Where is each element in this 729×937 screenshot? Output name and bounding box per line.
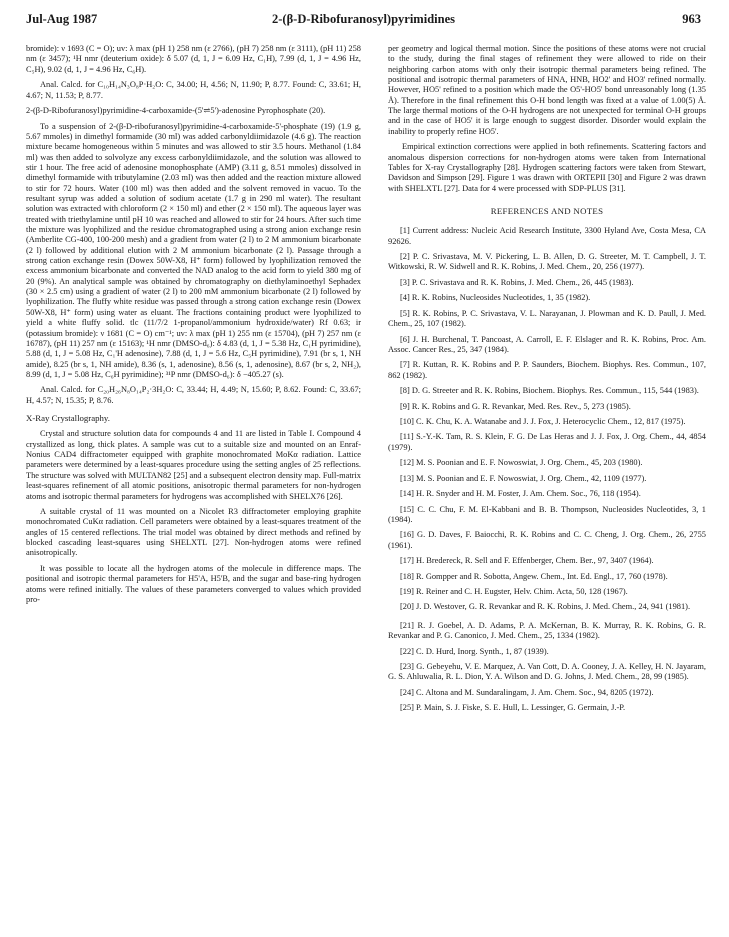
page-number: 963 [682, 12, 701, 26]
left-column [26, 44, 361, 611]
reference-item: [10] C. K. Chu, K. A. Watanabe and J. J. Fox, J. Heterocyclic Chem., 12, 817 (1975). [400, 417, 686, 426]
reference-item: [1] Current address: Nucleic Acid Research Institute, 3300 Hyland Ave, Costa Mesa, CA 92626. [388, 226, 706, 246]
paragraph: A suitable crystal of 11 was mounted on a Nicolet R3 diffractometer employing graphite monochromated CuKα radiation. Cell parameters were obtained by a least-squares treatment of the angles of 15 centered reflections. The trial model was obtained by direct methods and refined by blocked cascading least-squares using SHELXTL [27]. Non-hydrogen atoms were refined anisotropically. [26, 507, 361, 558]
reference-item: [19] R. Reiner and C. H. Eugster, Helv. Chim. Acta, 50, 128 (1967). [400, 586, 628, 596]
page-header [26, 12, 701, 32]
reference-item: [25] P. Main, S. J. Fiske, S. E. Hull, L. Lessinger, G. Germain, J.-P. [400, 703, 626, 713]
compound-heading: 2-(β-D-Ribofuranosyl)pyrimidine-4-carboxamide-(5'⇌5')-adenosine Pyrophosphate (20). [26, 106, 326, 116]
reference-item: [7] R. Kuttan, R. K. Robins and P. P. Saunders, Biochem. Biophys. Res. Commun., 107, 862 (1982). [388, 360, 706, 380]
reference-item: [3] P. C. Srivastava and R. K. Robins, J. Med. Chem., 26, 445 (1983). [400, 277, 634, 287]
paragraph: To a suspension of 2-(β-D-ribofuranosyl)pyrimidine-4-carboxamide-5'-phosphate (19) (1.9 g, 5.67 mmoles) in dimethyl formamide (30 ml) was added carbonyldiimidazole (4.6 g). The reaction mixture became homogeneous within 5 minutes and was allowed to stir 3.5 hours. Methanol (1.84 ml) was then added to solvolyze any excess carbonyldiimidazole, and the solution was allowed to stir 1 hour. The free acid of adenosine monophosphate (AMP) (3.11 g, 8.51 mmoles) dissolved in dimethyl formamide with tributylamine (2.03 ml) was then added and the reaction mixture allowed to stir for 72 hours. Water (100 ml) was then added and the solvent removed in vacuo. To the resultant syrup was added a solution of sodium acetate (1.7 g in 290 ml water). The resultant solution was extracted with chloroform (2 × 150 ml) and ether (2 × 150 ml). The aqueous layer was treated with triethylamine until pH 10 was reached and allowed to stir for 24 hours. After such time the mixture was lyophilized and the residue chromatographed using a strong anion exchange resin (Amberlite CG-400, 100-200 mesh) and a gradient from water (2 l) to 2 M ammonium bicarbonate (2 l) followed by additional elution with 2 M ammonium bicarbonate (2 l). Passage through a strong cation exchange resin (Dowex 50W-X8, H⁺ form) followed by lyophilization removed the excess ammonium bicarbonate and converted the NAD analog to the acid form to yield 380 mg of 20 (9%). An analytical sample was obtained by chromatography on diethylaminoethyl Sephadex (30 × 2.5 cm) using a gradient of water (2 l) to 200 mM ammonium bicarbonate (2 l) followed by lyophilization. The fluffy white residue was passed through a strong cation exchange resin (Dowex 50W-X8, H⁺ form) using water as eluant. The fractions containing product were lyophilized to yield a white fluffy solid. tlc (11/7/2 1-propanol/ammonium hydroxide/water) Rf 0.63; ir (potassium bromide): ν 1681 (C = O) cm⁻¹; uv: λ max (pH 1) 255 nm (ε 15704), (pH 7) 257 nm (ε 16787), (pH 11) 257 nm (ε 15163); ¹H nmr (DMSO-d₆): δ 4.83 (d, 1, J = 5.38 Hz, C₁H pyrimidine), 5.88 (d, 1, J = 5.08 Hz, C₁'H adenosine), 7.88 (d, 1, J = 5.6 Hz, C₅H pyrimidine), 7.91 (br s, 1, NH amide), 8.25 (br s, 1, NH amide), 8.36 (s, 1, adenosine), 8.56 (s, 1, adenosine), 8.67 (br s, 2, NH₂), 8.99 (d, 1, J = 5.08 Hz, C₆H pyrimidine); ³¹P nmr (DMSO-d₆): δ −405.27 (s). [26, 121, 361, 379]
reference-item: [6] J. H. Burchenal, T. Pancoast, A. Carroll, E. F. Elslager and R. K. Robins, Proc. Am. Assoc. Cancer Res., 25, 347 (1984). [388, 334, 706, 354]
paragraph: It was possible to locate all the hydrogen atoms of the molecule in difference maps. The positional and isotropic thermal parameters for H5'A, H5'B, and the sugar and base-ring hydrogen atoms were refined initially. The values of these parameters converged to values which provided pro- [26, 563, 361, 604]
reference-item: [5] R. K. Robins, P. C. Srivastava, V. L. Narayanan, J. Plowman and K. D. Paull, J. Med. Chem., 25, 107 (1982). [388, 308, 706, 329]
paragraph: per geometry and logical thermal motion. Since the positions of these atoms were not crucial to the study, during the final stages of refinement they were allowed to ride on their neighboring carbon atoms with only their isotropic thermal parameters being refined. The positional and isotropic thermal parameters of HNA, HNB, HO2' and HO3' refined normally. However, HO5' refined to a position which made the O5'-HO5' bond unreasonably long (1.35 Å). Therefore in the final refinement this O-H bond length was fixed at a value of 1.00(5) Å. The large thermal motions of the O-H hydrogens are not unexpected for terminal O-H groups and in the case of HO5' it is large enough to suggest disorder. Disorder would explain the inability to properly refine HO5'. [388, 44, 706, 136]
reference-item: [17] H. Bredereck, R. Sell and F. Effenberger, Chem. Ber., 97, 3407 (1964). [400, 556, 654, 566]
section-heading: X-Ray Crystallography. [26, 413, 110, 424]
reference-item: [22] C. D. Hurd, Inorg. Synth., 1, 87 (1939). [400, 646, 549, 656]
reference-list [388, 226, 706, 713]
journal-date: Jul-Aug 1987 [26, 12, 98, 26]
paragraph: Anal. Calcd. for C₁₀H₁₄N₃O₈P·H₂O: C, 34.00; H, 4.56; N, 11.90; P, 8.77. Found: C, 33.61; H, 4.67; N, 11.53; P, 8.77. [26, 80, 361, 100]
reference-item: [24] C. Altona and M. Sundaralingam, J. Am. Chem. Soc., 94, 8205 (1972). [400, 687, 654, 697]
paragraph: bromide): ν 1693 (C = O); uv: λ max (pH 1) 258 nm (ε 2766), (pH 7) 258 nm (ε 3111), (pH 11) 258 nm (ε 3457); ¹H nmr (deuterium oxide): δ 5.07 (d, 1, J = 6.09 Hz, C₁H), 7.99 (d, 1, J = 4.96 Hz, C₅H), 9.02 (d, 1, J = 4.96 Hz, C₆H). [26, 44, 361, 74]
reference-item: [12] M. S. Poonian and E. F. Nowoswiat, J. Org. Chem., 45, 203 (1980). [400, 458, 643, 468]
reference-item: [2] P. C. Srivastava, M. V. Pickering, L. B. Allen, D. G. Streeter, M. T. Campbell, J. T. Witkowski, R. W. Sidwell and R. K. Robins, J. Med. Chem., 20, 256 (1977). [388, 252, 706, 272]
reference-item: [21] R. J. Goebel, A. D. Adams, P. A. McKernan, B. K. Murray, R. K. Robins, G. R. Revankar and P. G. Canonico, J. Med. Chem., 25, 1334 (1982). [388, 620, 706, 641]
reference-item: [13] M. S. Poonian and E. F. Nowoswiat, J. Org. Chem., 42, 1109 (1977). [400, 473, 647, 483]
right-column [388, 44, 706, 719]
references-heading: REFERENCES AND NOTES [490, 206, 604, 216]
reference-item: [16] G. D. Daves, F. Baiocchi, R. K. Robins and C. C. Cheng, J. Org. Chem., 26, 2755 (1961). [388, 530, 706, 550]
reference-item: [9] R. K. Robins and G. R. Revankar, Med. Res. Rev., 5, 273 (1985). [400, 401, 631, 411]
reference-item: [23] G. Gebeyehu, V. E. Marquez, A. Van Cott, D. A. Cooney, J. A. Kelley, H. N. Jayaram, G. S. Ahluwalia, R. L. Dion, Y. A. Wilson and D. G. Johns, J. Med. Chem., 28, 99 (1985). [388, 661, 706, 682]
reference-item: [11] S.-Y.-K. Tam, R. S. Klein, F. G. De Las Heras and J. J. Fox, J. Org. Chem., 44, 4854 (1979). [388, 432, 706, 452]
reference-item: [18] R. Gompper and R. Sobotta, Angew. Chem., Int. Ed. Engl., 17, 760 (1978). [400, 571, 668, 581]
paragraph: Anal. Calcd. for C₂₀H₂₆N₈O₁₄P₂·3H₂O: C, 33.44; H, 4.49; N, 15.60; P, 8.62. Found: C, 33.67; H, 4.57; N, 15.35; P, 8.76. [26, 385, 361, 405]
reference-item: [20] J. D. Westover, G. R. Revankar and R. K. Robins, J. Med. Chem., 24, 941 (1981). [400, 602, 691, 612]
reference-item: [15] C. C. Chu, F. M. El-Kabbani and B. B. Thompson, Nucleosides Nucleotides, 3, 1 (1984). [388, 504, 706, 524]
reference-item: [4] R. K. Robins, Nucleosides Nucleotides, 1, 35 (1982). [400, 293, 591, 303]
paragraph: Crystal and structure solution data for compounds 4 and 11 are listed in Table I. Compound 4 crystallized as long, thick plates. A sample was cut to a suitable size and mounted on an Enraf-Nonius CAD4 diffractometer equipped with graphite monochromated MoKα radiation. Lattice parameters were determined by a least-squares procedure using the setting angles of 25 reflections. The structure was solved with MULTAN82 [25] and a subsequent electron density map. Full-matrix least-squares refinement of all atomic positions, anisotropic thermal parameters for non-hydrogen atoms and isotropic thermal parameters for hydrogens was accomplished with SHELX76 [26]. [26, 429, 361, 501]
paragraph: Empirical extinction corrections were applied in both refinements. Scattering factors and anomalous dispersion corrections for non-hydrogen atoms were taken from International Tables for X-ray Crystallography [28]. Hydrogen scattering factors were taken from Stewart, Davidson and Simpson [29]. Figure 1 was drawn with ORTEPII [30] and Figure 2 was drawn with SHELXTL [27]. Data for 4 were processed with SDP-PLUS [31]. [388, 142, 706, 193]
running-title: 2-(β-D-Ribofuranosyl)pyrimidines [272, 12, 455, 26]
reference-item: [14] H. R. Snyder and H. M. Foster, J. Am. Chem. Soc., 76, 118 (1954). [400, 489, 641, 499]
reference-item: [8] D. G. Streeter and R. K. Robins, Biochem. Biophys. Res. Commun., 115, 544 (1983). [400, 386, 699, 396]
